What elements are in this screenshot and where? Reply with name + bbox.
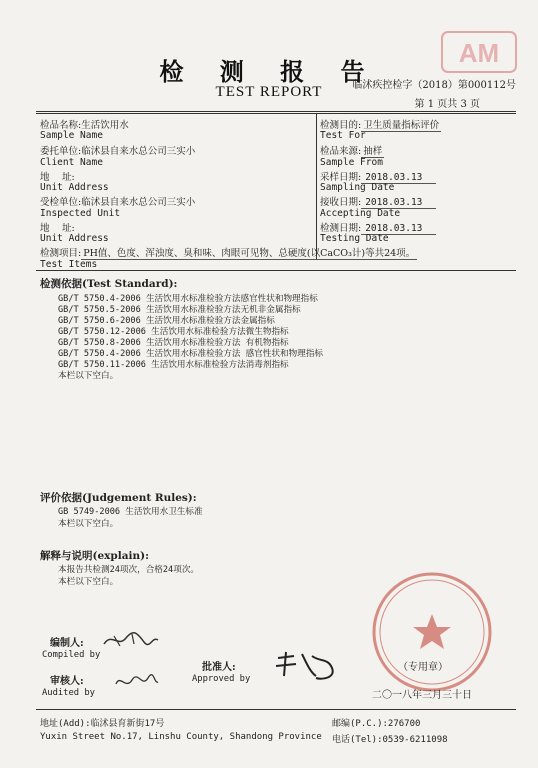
footer-address-en: Yuxin Street No.17, Linshu County, Shandong Province (40, 732, 322, 742)
sampling-date: 2018.03.13 (361, 172, 436, 184)
inspected-address-label: 地 址: (40, 223, 75, 234)
approver-signature (272, 648, 336, 684)
seal-note: （专用章） (398, 662, 448, 673)
report-title-en: TEST REPORT (215, 84, 323, 100)
approved-en: Approved by (192, 674, 251, 684)
testing-row: 检测日期: 2018.03.13 (320, 220, 436, 234)
explain-line: 本报告共检测24项次，合格24项次。 (58, 565, 200, 575)
test-items: PH值、色度、浑浊度、臭和味、肉眼可见物、总硬度(以CaCO₃计)等共24项。 (83, 248, 416, 259)
sampling-row: 采样日期: 2018.03.13 (320, 169, 436, 183)
standards-blank-note: 本栏以下空白。 (58, 371, 119, 381)
standards-heading: 检测依据(Test Standard): (40, 278, 178, 290)
divider (36, 270, 516, 271)
report-date: 二〇一八年三月三十日 (372, 690, 472, 701)
report-title: 检 测 报 告 (159, 57, 379, 86)
compiled-en: Compiled by (42, 650, 101, 660)
column-divider (316, 113, 317, 259)
client-address-label: 地 址: (40, 172, 75, 183)
source-en: Sample From (320, 157, 383, 168)
client-name-en: Client Name (40, 157, 103, 168)
inspected-address-en: Unit Address (40, 233, 109, 244)
standard-item: GB/T 5750.12-2006 生活饮用水标准检验方法微生物指标 (58, 327, 289, 337)
judgement-heading: 评价依据(Judgement Rules): (40, 492, 197, 504)
footer-tel: 电话(Tel):0539-6211098 (332, 735, 448, 745)
test-items-row: 检测项目: PH值、色度、浑浊度、臭和味、肉眼可见物、总硬度(以CaCO₃计)等共24项。 (40, 248, 416, 259)
sample-source: 抽样 (363, 146, 383, 157)
standard-item: GB/T 5750.5-2006 生活饮用水标准检验方法无机非金属指标 (58, 305, 301, 315)
audited-en: Audited by (42, 688, 95, 698)
approved-label: 批准人: (202, 662, 236, 673)
judgement-blank-note: 本栏以下空白。 (58, 519, 119, 529)
sample-name-row: 检品名称:生活饮用水 (40, 120, 129, 131)
standard-item: GB/T 5750.6-2006 生活饮用水标准检验方法金属指标 (58, 316, 275, 326)
accepting-row: 接收日期: 2018.03.13 (320, 194, 436, 208)
test-purpose: 卫生质量指标评价 (363, 120, 440, 131)
footer-postcode: 邮编(P.C.):276700 (332, 719, 421, 729)
standard-item: GB/T 5750.8-2006 生活饮用水标准检验方法 有机物指标 (58, 338, 289, 348)
explain-heading: 解释与说明(explain): (40, 550, 150, 562)
compiled-label: 编制人: (50, 638, 84, 649)
inspected-unit: 临沭县自来水总公司三实小 (81, 197, 196, 208)
divider (36, 111, 516, 112)
official-seal (368, 568, 496, 696)
client-name: 临沭县自来水总公司三实小 (81, 146, 196, 157)
accepting-date: 2018.03.13 (361, 197, 436, 209)
purpose-en: Test For (320, 130, 366, 141)
inspected-unit-en: Inspected Unit (40, 208, 121, 219)
document-number: 临沭疾控检字（2018）第000112号 (352, 80, 516, 91)
standard-item: GB/T 5750.4-2006 生活饮用水标准检验方法感官性状和物理指标 (58, 294, 318, 304)
footer-address-cn: 地址(Add):临沭县育新街17号 (40, 719, 165, 729)
explain-blank-note: 本栏以下空白。 (58, 577, 119, 587)
standard-item: GB/T 5750.4-2006 生活饮用水标准检验方法 感官性状和物理指标 (58, 349, 324, 359)
divider (36, 113, 516, 114)
sample-name-en: Sample Name (40, 130, 103, 141)
inspected-row: 受检单位:临沭县自来水总公司三实小 (40, 197, 196, 208)
page-info: 第 1 页共 3 页 (414, 99, 480, 110)
sample-name: 生活饮用水 (81, 120, 129, 131)
judgement-item: GB 5749-2006 生活饮用水卫生标准 (58, 507, 203, 517)
testing-date: 2018.03.13 (361, 223, 436, 235)
accepting-en: Accepting Date (320, 208, 401, 219)
client-address-en: Unit Address (40, 182, 109, 193)
sampling-en: Sampling Date (320, 182, 395, 193)
footer-divider (36, 709, 516, 710)
test-items-en: Test Items (40, 259, 98, 270)
auditor-signature (112, 670, 160, 692)
standard-item: GB/T 5750.11-2006 生活饮用水标准检验方法消毒剂指标 (58, 360, 289, 370)
svg-text:AM: AM (458, 38, 500, 68)
purpose-row: 检测目的: 卫生质量指标评价 (320, 120, 440, 131)
source-row: 检品来源: 抽样 (320, 146, 383, 157)
testing-en: Testing Date (320, 233, 389, 244)
client-row: 委托单位:临沭县自来水总公司三实小 (40, 146, 196, 157)
compiler-signature (100, 628, 160, 650)
audited-label: 审核人: (50, 676, 84, 687)
